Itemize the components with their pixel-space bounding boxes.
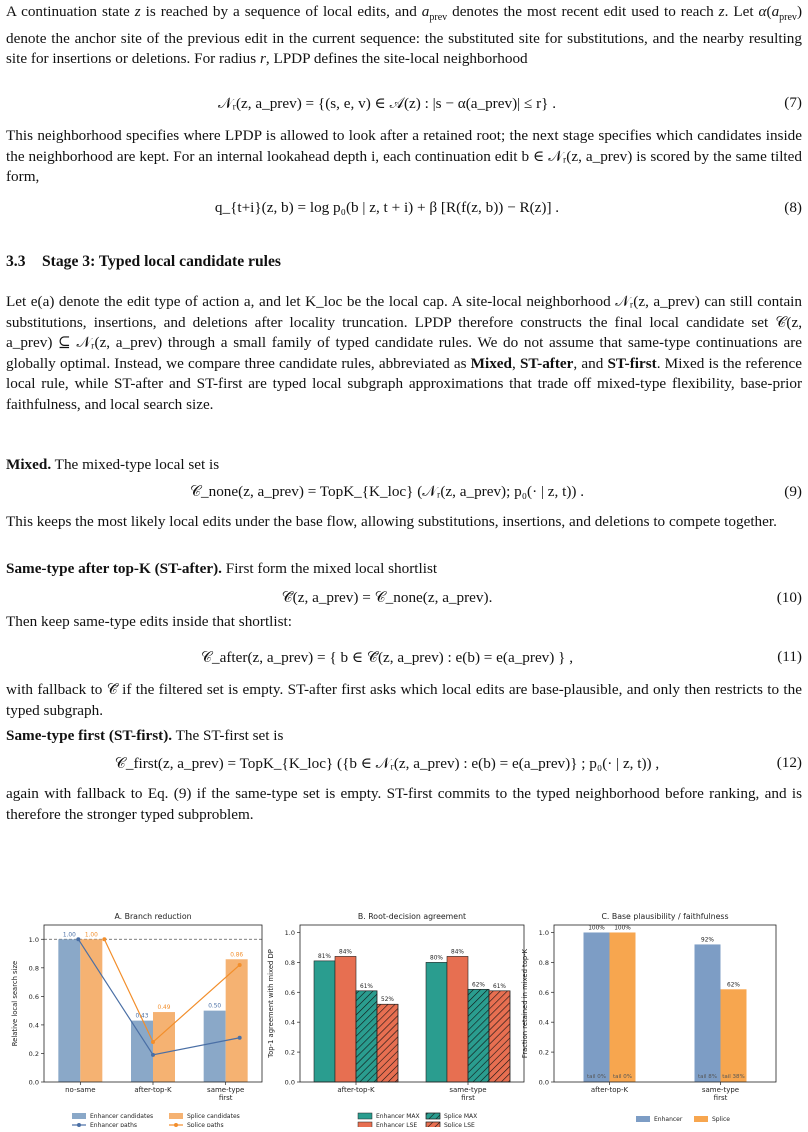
legend-b-enhancer-lse-label: Enhancer LSE (376, 1122, 418, 1127)
st-first-text: The ST-first set is (175, 727, 284, 744)
paragraph-st-first (6, 726, 802, 747)
paragraph-st-after (6, 559, 802, 580)
equation-7-body: 𝒩ᵣ(z, a_prev) = {(s, e, v) ∈ 𝒜(z) : |s − α(a_prev)| ≤ r} . (217, 95, 557, 112)
section-number: 3.3 (6, 253, 26, 270)
panel-a-ytick-label: 0.6 (28, 992, 39, 1001)
equation-12 (6, 749, 802, 779)
paragraph-st-first-desc: again with fallback to Eq. (9) if the same-type set is empty. ST-first commits to the typed neighborhood before ranking, and is therefore the stronger typed subproblem. (6, 785, 802, 823)
equation-9-number: (9) (784, 483, 802, 500)
panel-a-category-label: same-type (207, 1086, 245, 1094)
panel-a-title: A. Branch reduction (114, 912, 192, 921)
panel-b-ytick-label: 0.4 (284, 1018, 295, 1027)
panel-a-path-point (238, 1036, 242, 1040)
panel-c-ytick-label: 0.6 (538, 988, 549, 997)
panel-a-ylabel: Relative local search size (11, 960, 19, 1047)
mixed-heading: Mixed. (6, 456, 52, 473)
equation-10 (6, 584, 802, 614)
panel-a-path-point (151, 1040, 155, 1044)
equation-11-body: 𝒞_after(z, a_prev) = { b ∈ 𝒞̃(z, a_prev) : e(b) = e(a_prev) } , (200, 649, 574, 666)
panel-b-ylabel: Top-1 agreement with mixed DP (267, 949, 275, 1058)
equation-7 (6, 89, 802, 119)
panel-b-bar-label: 84% (451, 949, 464, 956)
equation-8 (6, 194, 802, 224)
panel-c-bar (695, 944, 721, 1082)
st-first-heading: Same-type first (ST-first). (6, 727, 173, 744)
panel-b-bar (426, 962, 447, 1082)
paragraph-mixed-desc: This keeps the most likely local edits under the base flow, allowing substitutions, insertions, and deletions to compete together. (6, 513, 777, 530)
panel-b-bar-label: 81% (318, 953, 331, 960)
panel-a-category-label: no-same (65, 1086, 96, 1094)
term-st-first: ST-first (607, 354, 657, 372)
panel-c-category-label: same-type (701, 1086, 740, 1094)
panel-a-category-label: first (218, 1094, 233, 1102)
legend-b-splice-lse-swatch-hatch (426, 1122, 440, 1127)
panel-b-bar (447, 956, 468, 1082)
panel-c-ytick-label: 1.0 (538, 928, 549, 937)
panel-b-bar-label: 61% (493, 983, 506, 990)
panel-a-path-point (151, 1053, 155, 1057)
term-sep-1: , (512, 354, 516, 372)
panel-a-bar (80, 939, 102, 1082)
equation-8-number: (8) (784, 199, 802, 216)
panel-a-bar (131, 1021, 153, 1082)
panel-a-bar (226, 959, 248, 1082)
panel-c-bar-label: 92% (701, 937, 714, 944)
paragraph-typed-rules (6, 292, 802, 415)
panel-a-ytick-label: 1.0 (28, 935, 39, 944)
equation-11-number: (11) (777, 648, 802, 665)
panel-a-bar (58, 939, 80, 1082)
legend-a-enhancer-candidates-swatch (72, 1113, 86, 1119)
legend-a-enhancer-paths-marker (77, 1123, 81, 1127)
panel-a-bar-label: 1.00 (84, 932, 98, 939)
legend-b-enhancer-lse-swatch (358, 1122, 372, 1127)
equation-12-body: 𝒞_first(z, a_prev) = TopK_{K_loc} ({b ∈ 𝒩ᵣ(z, a_prev) : e(b) = e(a_prev)} ; p₀(· | z, t)) , (114, 755, 660, 772)
panel-b-bar-label: 80% (430, 955, 443, 962)
section-heading (6, 253, 281, 271)
panel-c-bar (584, 932, 610, 1082)
panel-c-category-label: after-top-K (590, 1086, 629, 1094)
panel-b-ytick-label: 0.6 (284, 988, 295, 997)
panel-b-bar-hatch (356, 991, 377, 1082)
panel-a-bar-label: 0.43 (135, 1013, 149, 1020)
panel-c-category-label: first (713, 1094, 728, 1102)
panel-c-bar (721, 989, 747, 1082)
panel-b-bar-hatch (377, 1004, 398, 1082)
paragraph-mixed (6, 455, 802, 476)
panel-c-ytick-label: 0.0 (538, 1078, 549, 1087)
equation-10-body: 𝒞̃(z, a_prev) = 𝒞_none(z, a_prev). (281, 589, 493, 606)
panel-a-category-label: after-top-K (134, 1086, 172, 1094)
panel-b-ytick-label: 0.0 (284, 1078, 295, 1087)
panel-c-bar-label: 100% (588, 925, 605, 932)
panel-a-ytick-label: 0.8 (28, 964, 39, 973)
legend-b-splice-lse-label: Splice LSE (444, 1122, 475, 1127)
equation-11 (6, 643, 802, 673)
panel-c-ytick-label: 0.4 (538, 1018, 549, 1027)
panel-b-title: B. Root-decision agreement (357, 912, 467, 921)
figure-svg (6, 905, 802, 1127)
panel-b-category-label: after-top-K (337, 1086, 375, 1094)
legend-b-enhancer-max-label: Enhancer MAX (376, 1113, 420, 1120)
panel-a-bar-label: 0.49 (157, 1005, 171, 1012)
term-st-after: ST-after (519, 354, 574, 372)
panel-c-ytick-label: 0.2 (538, 1048, 549, 1057)
panel-a-path-point (238, 963, 242, 967)
legend-a-splice-candidates-swatch (169, 1113, 183, 1119)
paragraph-typed-rules-tail: . Mixed is the reference local rule, while ST-after and ST-first are typed local subgraph approximations that trade off mixed-type flexibility, base-prior faithfulness, and local search size. (6, 354, 802, 413)
paragraph-typed-rules-text: Let e(a) denote the edit type of action a, and let K_loc be the local cap. A site-local neighborhood 𝒩ᵣ(z, a_prev) can still contain substitutions, insertions, and deletions after locality truncation. LPDP therefore constructs the final local candidate set 𝒞(z, a_prev) ⊆ 𝒩ᵣ(z, a_prev) through a small family of typed candidate rules. We do not assume that same-type continuations are globally optimal. Instead, we compare three candidate rules, abbreviated as (6, 293, 802, 372)
panel-a-ytick-label: 0.0 (28, 1078, 39, 1087)
figure-panels (6, 905, 802, 1127)
legend-c-splice-label: Splice (712, 1116, 730, 1123)
panel-b-bar-label: 84% (339, 949, 352, 956)
equation-8-body: q_{t+i}(z, b) = log p₀(b | z, t + i) + β [R(f(z, b)) − R(z)] . (214, 199, 560, 216)
panel-a-ytick-label: 0.4 (28, 1021, 39, 1030)
legend-a-splice-paths-marker (174, 1123, 178, 1127)
panel-c-bar-label: 62% (727, 982, 740, 989)
legend-a-enhancer-paths-label: Enhancer paths (90, 1122, 138, 1127)
panel-a-bar-label: 0.50 (208, 1003, 222, 1010)
equation-12-number: (12) (776, 754, 802, 771)
panel-b-bar (314, 961, 335, 1082)
legend-a-enhancer-candidates-label: Enhancer candidates (90, 1113, 154, 1120)
panel-a-path-point (76, 937, 80, 941)
term-sep-2: , and (573, 354, 604, 372)
panel-a-bar-label: 0.86 (230, 952, 244, 959)
panel-a-bar-label: 1.00 (62, 932, 76, 939)
panel-a-ytick-label: 0.2 (28, 1049, 39, 1058)
st-after-heading: Same-type after top-K (ST-after). (6, 560, 222, 577)
legend-b-splice-max-swatch-hatch (426, 1113, 440, 1119)
panel-b-bar (335, 956, 356, 1082)
panel-b-category-label: first (461, 1094, 475, 1102)
panel-a-path-point (102, 937, 106, 941)
panel-b-bar-label: 61% (360, 983, 373, 990)
panel-c-tail-label: tail 0% (612, 1074, 633, 1080)
panel-c-tail-label: tail 0% (586, 1074, 607, 1080)
equation-9-body: 𝒞_none(z, a_prev) = TopK_{K_loc} (𝒩ᵣ(z, a_prev); p₀(· | z, t)) . (189, 483, 585, 500)
panel-b-ytick-label: 1.0 (284, 928, 295, 937)
panel-b-ytick-label: 0.8 (284, 958, 295, 967)
panel-b-category-label: same-type (449, 1086, 487, 1094)
legend-a-splice-candidates-label: Splice candidates (187, 1113, 240, 1120)
panel-c-tail-label: tail 8% (697, 1074, 718, 1080)
legend-a-splice-paths-label: Splice paths (187, 1122, 224, 1127)
paragraph-shortlist: Then keep same-type edits inside that shortlist: (6, 613, 292, 630)
panel-c-ylabel: Fraction retained in mixed top-K (521, 948, 529, 1059)
paragraph-continuation-state: A continuation state z is reached by a sequence of local edits, and $a_{prev}$ denotes the most recent edit used to reach z. Let $\alpha(a_{prev})$ denote the anchor site of the previous edit in the current sequence: the substituted site for substitutions, and the nearby resulting site for insertions or deletions. For radius r, LPDP defines the site-local neighborhood (6, 3, 802, 68)
paragraph-fallback: with fallback to 𝒞̃ if the filtered set is empty. ST-after first asks which local edits are base-plausible, and only then restricts to the typed subgraph. (6, 681, 802, 719)
term-mixed: Mixed (470, 354, 512, 372)
panel-c-tail-label: tail 38% (722, 1074, 745, 1080)
equation-9 (6, 478, 802, 508)
panel-a-bar (153, 1012, 175, 1082)
legend-c-enhancer-label: Enhancer (654, 1116, 683, 1123)
st-after-text: First form the mixed local shortlist (225, 560, 438, 577)
panel-b-bar-label: 62% (472, 982, 485, 989)
panel-b-bar-hatch (468, 989, 489, 1082)
legend-b-splice-max-label: Splice MAX (444, 1113, 478, 1120)
mixed-text: The mixed-type local set is (54, 456, 220, 473)
panel-c-title: C. Base plausibility / faithfulness (601, 912, 729, 921)
panel-c-bar-label: 100% (614, 925, 631, 932)
panel-b-ytick-label: 0.2 (284, 1048, 295, 1057)
equation-10-number: (10) (776, 589, 802, 606)
equation-7-number: (7) (784, 94, 802, 111)
section-title: Stage 3: Typed local candidate rules (42, 253, 281, 270)
panel-b-bar-hatch (489, 991, 510, 1082)
legend-b-enhancer-max-swatch (358, 1113, 372, 1119)
legend-c-enhancer-swatch (636, 1116, 650, 1122)
legend-c-splice-swatch (694, 1116, 708, 1122)
panel-a-bar (204, 1011, 226, 1082)
panel-c-bar (610, 932, 636, 1082)
panel-c-ytick-label: 0.8 (538, 958, 549, 967)
paragraph-neighborhood: This neighborhood specifies where LPDP is allowed to look after a retained root; the next stage specifies which candidates inside the neighborhood are kept. For an internal lookahead depth i, each continuation edit b ∈ 𝒩ᵣ(z, a_prev) is scored by the same tilted form, (6, 127, 802, 185)
panel-b-bar-label: 52% (381, 997, 394, 1004)
